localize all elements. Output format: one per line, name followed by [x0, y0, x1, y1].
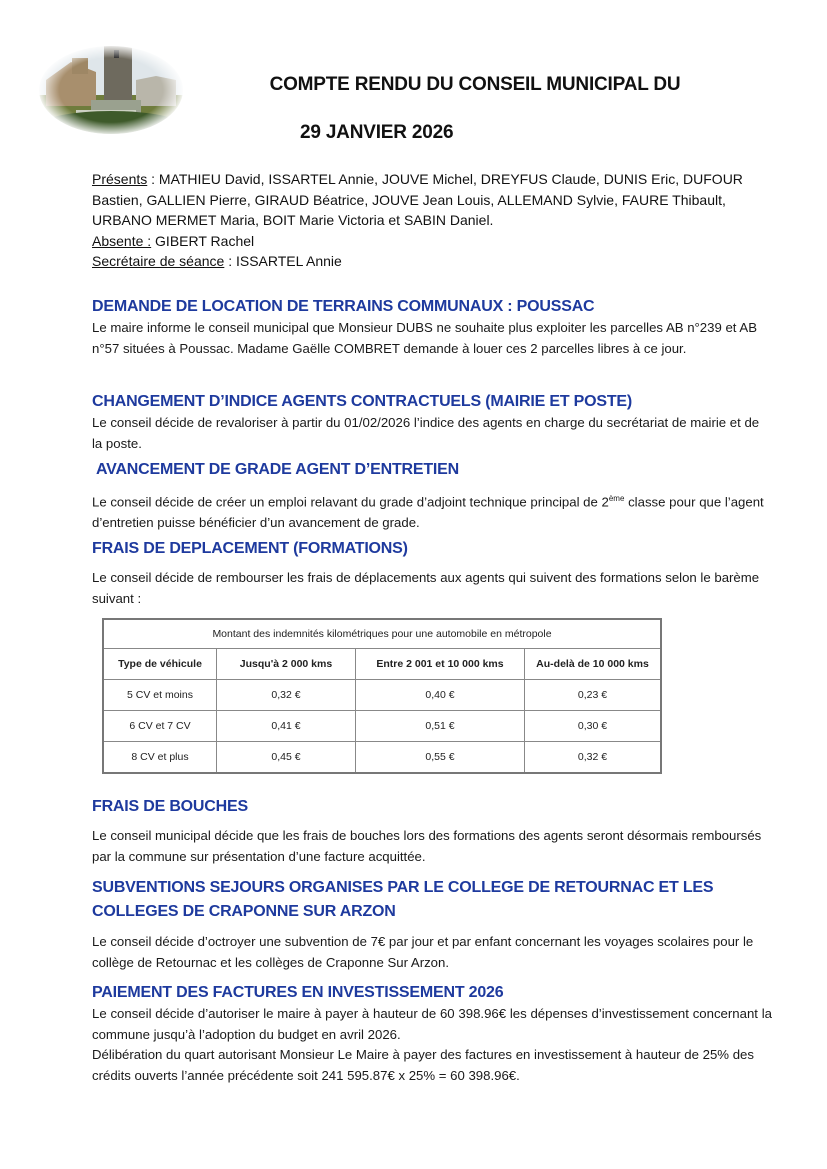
- absent-label: Absente :: [92, 232, 152, 249]
- mileage-rate-table: [102, 618, 662, 774]
- body-text: Le conseil décide de créer un emploi relavant du grade d’adjoint technique principal de 2: [92, 494, 609, 510]
- present-line: [92, 169, 772, 231]
- column-header: Au-delà de 10 000 kms: [525, 649, 662, 680]
- superscript: ème: [608, 494, 625, 503]
- table-cell: 0,45 €: [217, 742, 356, 774]
- section-heading: AVANCEMENT DE GRADE AGENT D’ENTRETIEN: [96, 461, 459, 478]
- attendance-block: [92, 169, 772, 272]
- section-heading: CHANGEMENT D’INDICE AGENTS CONTRACTUELS (MAIRIE ET POSTE): [92, 393, 633, 410]
- table-cell: 0,41 €: [217, 711, 356, 742]
- section-heading: FRAIS DE BOUCHES: [92, 798, 248, 815]
- section-body: Le conseil décide de rembourser les frais de déplacements aux agents qui suivent des formations selon le barème suivant :: [92, 570, 760, 606]
- section-indice-agents: [92, 391, 772, 454]
- section-paiement-factures: [92, 982, 772, 1086]
- section-avancement-grade: [92, 459, 776, 533]
- present-label: Présents: [92, 171, 148, 187]
- absent-line: [92, 231, 772, 252]
- table-cell: 6 CV et 7 CV: [103, 711, 217, 742]
- section-frais-bouches: [92, 796, 772, 867]
- table-row: [103, 680, 661, 711]
- body-text: classe pour que l’agent d’entretien puisse bénéficier d’un avancement de grade.: [92, 494, 764, 530]
- section-location-terrains: [92, 296, 772, 359]
- table-cell: 0,32 €: [217, 680, 356, 711]
- table-cell: 0,40 €: [356, 680, 525, 711]
- section-body: Le maire informe le conseil municipal que Monsieur DUBS ne souhaite plus exploiter les parcelles AB n°239 et AB n°57 situées à Poussac. Madame Gaëlle COMBRET demande à louer ces 2 parcelles libres à ce jour.: [92, 320, 758, 356]
- table-row: [103, 711, 661, 742]
- table-cell: 0,30 €: [525, 711, 662, 742]
- section-heading: FRAIS DE DEPLACEMENT (FORMATIONS): [92, 540, 408, 557]
- section-body: Le conseil décide d’octroyer une subvention de 7€ par jour et par enfant concernant les voyages scolaires pour le collège de Retournac et les collèges de Craponne Sur Arzon.: [92, 934, 754, 970]
- section-heading: DEMANDE DE LOCATION DE TERRAINS COMMUNAUX : POUSSAC: [92, 298, 595, 315]
- table-cell: 0,23 €: [525, 680, 662, 711]
- absent-names: GIBERT Rachel: [151, 232, 255, 249]
- secretary-name: : ISSARTEL Annie: [224, 253, 342, 269]
- village-photo-logo-icon: [36, 40, 186, 135]
- meeting-date: 29 JANVIER 2026: [300, 122, 454, 143]
- section-heading: PAIEMENT DES FACTURES EN INVESTISSEMENT 2026: [92, 984, 504, 1001]
- section-body: Le conseil décide d’autoriser le maire à payer à hauteur de 60 398.96€ les dépenses d’investissement concernant la commune jusqu’à l’adoption du budget en avril 2026.: [92, 1006, 772, 1042]
- column-header: Type de véhicule: [103, 649, 217, 680]
- section-subventions-sejours: [92, 876, 772, 973]
- section-body: [92, 489, 776, 533]
- present-names: : MATHIEU David, ISSARTEL Annie, JOUVE Michel, DREYFUS Claude, DUNIS Eric, DUFOUR Bastien, GALLIEN Pierre, GIRAUD Béatrice, JOUVE Jean Louis, ALLEMAND Sylvie, FAURE Thibault, URBANO MERMET Maria, BOIT Marie Victoria et SABIN Daniel.: [92, 171, 743, 228]
- section-body-2: Délibération du quart autorisant Monsieur Le Maire à payer des factures en investissement à hauteur de 25% des crédits ouverts l’année précédente soit 241 595.87€ x 25% = 60 398.96€.: [92, 1047, 754, 1083]
- section-heading: SUBVENTIONS SEJOURS ORGANISES PAR LE COLLEGE DE RETOURNAC ET LES COLLEGES DE CRAPONNE SUR ARZON: [92, 879, 714, 920]
- table-row: [103, 742, 661, 774]
- page-title: COMPTE RENDU DU CONSEIL MUNICIPAL DU: [269, 74, 681, 95]
- section-body: Le conseil municipal décide que les frais de bouches lors des formations des agents seront désormais remboursés par la commune sur présentation d’une facture acquittée.: [92, 828, 762, 864]
- table-cell: 5 CV et moins: [103, 680, 217, 711]
- table-caption: Montant des indemnités kilométriques pour une automobile en métropole: [103, 619, 661, 649]
- section-frais-deplacement: [92, 538, 772, 609]
- table-cell: 0,32 €: [525, 742, 662, 774]
- secretary-line: [92, 251, 772, 272]
- table-cell: 8 CV et plus: [103, 742, 217, 774]
- table-cell: 0,51 €: [356, 711, 525, 742]
- column-header: Jusqu'à 2 000 kms: [217, 649, 356, 680]
- secretary-label: Secrétaire de séance: [92, 253, 225, 269]
- section-body: Le conseil décide de revaloriser à partir du 01/02/2026 l’indice des agents en charge du secrétariat de mairie et de la poste.: [92, 415, 760, 451]
- table-cell: 0,55 €: [356, 742, 525, 774]
- column-header: Entre 2 001 et 10 000 kms: [356, 649, 525, 680]
- table-header-row: [103, 649, 661, 680]
